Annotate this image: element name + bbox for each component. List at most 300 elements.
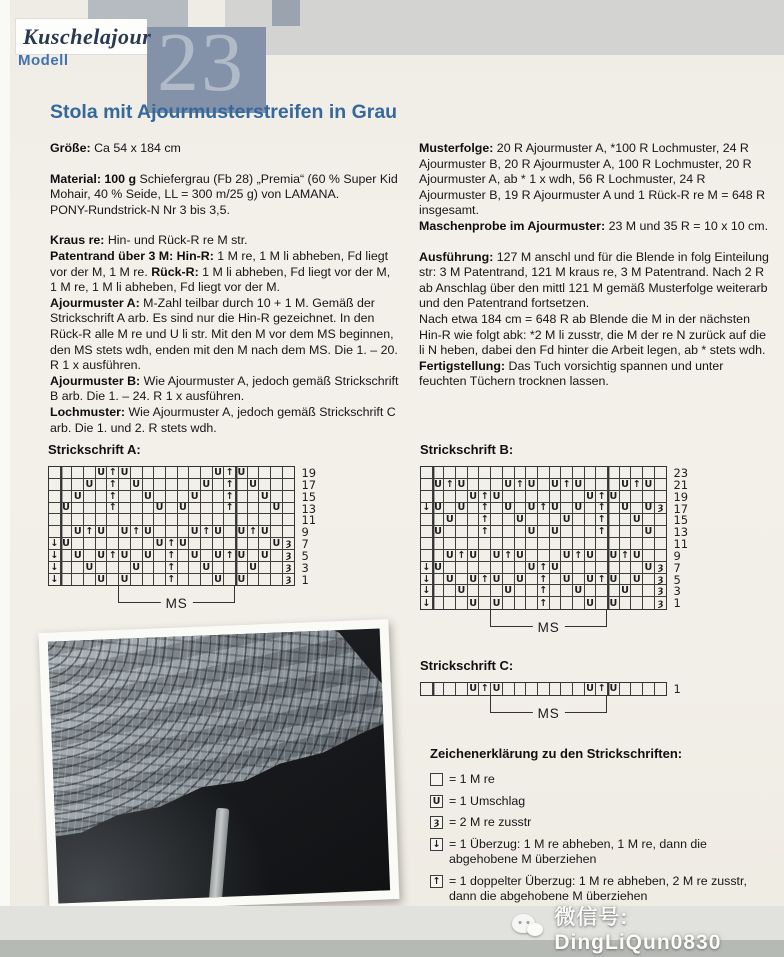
chart-cell-knit (550, 550, 562, 562)
chart-cell-knit (491, 467, 503, 479)
chart-cell-knit (119, 514, 131, 526)
chart-cell-knit (143, 479, 155, 491)
chart-row-number: 7 (301, 537, 309, 552)
chart-row (49, 503, 294, 515)
chart-cell-knit (655, 491, 667, 503)
chart-cell-knit (143, 467, 155, 479)
chart-cell-knit (468, 526, 480, 538)
chart-row-number: 19 (673, 489, 689, 504)
chart-cell-knit (84, 514, 96, 526)
chart-cell-knit (550, 585, 562, 597)
chart-cell-umschlag: U (248, 479, 260, 491)
legend-text: = 1 Überzug: 1 M re abheben, 1 M re, dann die abgehobene M überziehen (449, 837, 707, 867)
chart-cell-knit (119, 479, 131, 491)
chart-cell-knit (201, 550, 213, 562)
chart-row-number: 21 (673, 477, 689, 492)
chart-row-number: 23 (673, 466, 689, 480)
chart-cell-knit (189, 479, 201, 491)
chart-cell-knit (166, 479, 178, 491)
chart-cell-knit (444, 585, 456, 597)
chart-cell-doppelter-ueberzug: ↑ (456, 550, 468, 562)
chart-row (421, 538, 666, 550)
chart-cell-knit (550, 574, 562, 586)
strickschrift-b-label: Strickschrift B: (420, 442, 514, 457)
chart-cell-knit (236, 503, 248, 515)
chart-row (49, 562, 294, 574)
chart-cell-ueberzug: ↓ (421, 597, 433, 609)
chart-cell-umschlag: U (154, 538, 166, 550)
chart-cell-knit (515, 597, 527, 609)
chart-cell-umschlag: U (433, 503, 445, 515)
chart-cell-doppelter-ueberzug: ↑ (538, 585, 550, 597)
chart-cell-knit (201, 574, 213, 586)
chart-cell-knit (61, 467, 73, 479)
chart-cell-knit (631, 562, 643, 574)
deco-gray-square (272, 0, 300, 26)
chart-cell-umschlag: U (444, 514, 456, 526)
chart-cell-knit (456, 467, 468, 479)
chart-cell-knit (213, 562, 225, 574)
chart-cell-umschlag: U (189, 491, 201, 503)
chart-cell-doppelter-ueberzug: ↑ (248, 526, 260, 538)
chart-cell-umschlag: U (561, 550, 573, 562)
chart-cell-knit (608, 467, 620, 479)
chart-cell-knit (189, 574, 201, 586)
chart-cell-knit (620, 562, 632, 574)
chart-cell-knit (491, 562, 503, 574)
chart-cell-knit (61, 526, 73, 538)
chart-cell-knit (236, 538, 248, 550)
chart-cell-umschlag: U (550, 479, 562, 491)
chart-cell-doppelter-ueberzug: ↑ (538, 574, 550, 586)
chart-cell-umschlag: U (96, 467, 108, 479)
chart-cell-knit (166, 503, 178, 515)
chart-cell-knit (248, 491, 260, 503)
chart-cell-knit (526, 683, 538, 695)
chart-cell-knit (538, 683, 550, 695)
chart-cell-zusstr: ȝ (283, 562, 295, 574)
chart-cell-knit (515, 538, 527, 550)
chart-cell-knit (236, 491, 248, 503)
chart-cell-knit (61, 479, 73, 491)
chart-cell-knit (131, 550, 143, 562)
chart-cell-knit (259, 574, 271, 586)
strickschrift-c-chart (420, 682, 681, 721)
chart-cell-umschlag: U (178, 538, 190, 550)
chart-grid (420, 682, 667, 696)
chart-cell-knit (526, 550, 538, 562)
chart-cell-knit (213, 514, 225, 526)
chart-cell-knit (468, 585, 480, 597)
chart-cell-knit (503, 467, 515, 479)
chart-cell-zusstr: ȝ (283, 550, 295, 562)
chart-cell-knit (573, 597, 585, 609)
chart-cell-knit (573, 538, 585, 550)
chart-cell-umschlag: U (468, 597, 480, 609)
chart-cell-knit (608, 562, 620, 574)
chart-cell-knit (96, 538, 108, 550)
chart-cell-umschlag: U (61, 538, 73, 550)
chart-cell-knit (154, 526, 166, 538)
chart-cell-knit (655, 526, 667, 538)
chart-cell-knit (259, 538, 271, 550)
chart-cell-umschlag: U (526, 503, 538, 515)
chart-cell-knit (271, 562, 283, 574)
chart-row-number: 15 (673, 513, 689, 528)
chart-cell-umschlag: U (643, 503, 655, 515)
strickschrift-b (420, 442, 689, 636)
chart-cell-doppelter-ueberzug: ↑ (224, 467, 236, 479)
chart-cell-knit (561, 683, 573, 695)
chart-cell-knit (515, 526, 527, 538)
chart-cell-umschlag: U (72, 550, 84, 562)
chart-cell-knit (119, 491, 131, 503)
chart-cell-knit (561, 585, 573, 597)
chart-cell-knit (608, 585, 620, 597)
brand-logo: Kuschelajour (23, 23, 152, 49)
chart-cell-zusstr: ȝ (657, 597, 664, 609)
chart-cell-knit (643, 491, 655, 503)
chart-cell-knit (479, 585, 491, 597)
chart-cell-knit (456, 538, 468, 550)
chart-cell-doppelter-ueberzug: ↑ (479, 514, 491, 526)
chart-cell-doppelter-ueberzug: ↑ (166, 574, 178, 586)
chart-cell-knit (154, 562, 166, 574)
chart-row (421, 503, 666, 515)
chart-cell-knit (143, 514, 155, 526)
chart-cell-umschlag: U (503, 479, 515, 491)
instruction-paragraph: Patentrand über 3 M: Hin-R: 1 M re, 1 M li abheben, Fd liegt vor der M, 1 M re. Rück-R: 1 M li abheben, Fd liegt vor der M, 1 M re, 1 M li abheben, Fd liegt vor der M. (50, 248, 391, 295)
chart-cell-umschlag: U (131, 479, 143, 491)
chart-cell-knit (608, 538, 620, 550)
chart-cell-knit (515, 491, 527, 503)
watermark (512, 901, 784, 955)
chart-cell-doppelter-ueberzug: ↑ (573, 550, 585, 562)
chart-cell-umschlag: U (96, 574, 108, 586)
chart-cell-knit (213, 538, 225, 550)
chart-cell-doppelter-ueberzug: ↑ (131, 526, 143, 538)
chart-cell-knit (131, 538, 143, 550)
chart-cell-knit (456, 514, 468, 526)
chart-cell-umschlag: U (143, 526, 155, 538)
chart-cell-knit (643, 585, 655, 597)
chart-cell-knit (479, 467, 491, 479)
chart-cell-knit (119, 538, 131, 550)
chart-cell-umschlag: U (189, 550, 201, 562)
chart-cell-knit (154, 467, 166, 479)
chart-cell-knit (468, 479, 480, 491)
chart-row-number: 7 (673, 560, 681, 575)
legend-text: = 2 M re zusstr (449, 815, 532, 830)
chart-row (421, 683, 666, 695)
chart-cell-umschlag: U (61, 503, 73, 515)
chart-cell-knit (444, 467, 456, 479)
chart-cell-knit (189, 503, 201, 515)
chart-cell-doppelter-ueberzug: ↑ (561, 479, 573, 491)
chart-cell-umschlag: U (515, 550, 527, 562)
chart-cell-knit (479, 597, 491, 609)
chart-cell-doppelter-ueberzug: ↑ (596, 503, 608, 515)
chart-cell-knit (620, 538, 632, 550)
chart-cell-knit (178, 574, 190, 586)
chart-cell-knit (421, 479, 433, 491)
instruction-paragraph: Größe: Ca 54 x 184 cm (50, 141, 181, 155)
chart-cell-knit (166, 526, 178, 538)
chart-cell-umschlag: U (608, 550, 620, 562)
chart-cell-umschlag: U (271, 503, 283, 515)
chart-cell-zusstr: ȝ (283, 538, 295, 550)
chart-cell-umschlag: U (213, 526, 225, 538)
chart-cell-knit (631, 538, 643, 550)
chart-cell-doppelter-ueberzug: ↑ (166, 538, 178, 550)
chart-cell-knit (608, 526, 620, 538)
chart-row-number: 1 (673, 596, 681, 611)
chart-cell-umschlag: U (491, 597, 503, 609)
chart-cell-knit (433, 585, 445, 597)
chart-cell-knit (655, 538, 667, 550)
chart-cell-knit (620, 491, 632, 503)
chart-row-number: 3 (301, 560, 309, 575)
chart-cell-knit (283, 514, 295, 526)
chart-cell-knit (585, 467, 597, 479)
legend-symbol-doppelter-ueberzug: ↑ (430, 875, 443, 888)
chart-cell-doppelter-ueberzug: ↑ (224, 503, 236, 515)
chart-cell-knit (72, 538, 84, 550)
chart-cell-knit (84, 550, 96, 562)
wechat-icon (512, 913, 545, 943)
chart-cell-knit (456, 574, 468, 586)
chart-cell-knit (631, 585, 643, 597)
chart-row (421, 597, 666, 609)
chart-row-number: 1 (673, 682, 681, 696)
chart-cell-knit (538, 467, 550, 479)
page-title: Stola mit Ajourmusterstreifen in Grau (50, 101, 398, 123)
chart-row-numbers (667, 682, 680, 696)
chart-cell-knit (456, 683, 468, 695)
chart-cell-knit (479, 538, 491, 550)
chart-cell-knit (550, 514, 562, 526)
chart-cell-doppelter-ueberzug: ↑ (224, 479, 236, 491)
chart-cell-knit (433, 538, 445, 550)
legend-item (430, 815, 765, 830)
chart-cell-doppelter-ueberzug: ↑ (224, 550, 236, 562)
chart-cell-doppelter-ueberzug: ↑ (596, 514, 608, 526)
chart-cell-knit (655, 467, 667, 479)
chart-cell-knit (573, 467, 585, 479)
photo-image (48, 628, 390, 903)
chart-cell-umschlag: U (608, 491, 620, 503)
chart-cell-knit (608, 503, 620, 515)
chart-cell-knit (444, 491, 456, 503)
chart-cell-umschlag: U (585, 597, 597, 609)
chart-cell-knit (526, 538, 538, 550)
chart-cell-knit (561, 491, 573, 503)
chart-cell-umschlag: U (550, 503, 562, 515)
instruction-paragraph: Material: 100 g Schiefergrau (Fb 28) „Premia“ (60 % Super Kid Mohair, 40 % Seide, LL = 300 m/25 g) von LAMANA. PONY-Rundstrick-N Nr 3 bis 3,5. (50, 171, 398, 217)
legend-symbol-zusstr: ȝ (430, 816, 443, 829)
chart-cell-doppelter-ueberzug: ↑ (107, 550, 119, 562)
chart-cell-knit (596, 467, 608, 479)
chart-cell-umschlag: U (119, 467, 131, 479)
chart-cell-knit (236, 562, 248, 574)
chart-cell-knit (620, 683, 632, 695)
instruction-paragraph: Kraus re: Hin- und Rück-R re M str. (50, 233, 248, 248)
chart-cell-umschlag: U (84, 479, 96, 491)
chart-cell-umschlag: U (608, 683, 620, 695)
instruction-paragraph: Ausführung: 127 M anschl und für die Blende in folg Einteilung str: 3 M Patentrand, 121 M kraus re, 3 M Patentrand. Nach 2 R ab Anschlag über den mittl 121 M gemäß Musterfolge weiterarb und den Patentrand fortsetzen. (419, 249, 769, 311)
chart-cell-knit (84, 574, 96, 586)
chart-cell-knit (643, 514, 655, 526)
chart-cell-knit (72, 514, 84, 526)
chart-cell-knit (479, 562, 491, 574)
chart-cell-knit (561, 526, 573, 538)
chart-cell-knit (248, 514, 260, 526)
chart-cell-knit (154, 491, 166, 503)
chart-cell-knit (283, 467, 295, 479)
chart-cell-umschlag: U (468, 550, 480, 562)
chart-row (421, 562, 666, 574)
chart-cell-knit (596, 597, 608, 609)
chart-cell-knit (585, 538, 597, 550)
chart-cell-knit (271, 514, 283, 526)
chart-cell-umschlag: U (585, 550, 597, 562)
chart-cell-knit (224, 562, 236, 574)
chart-cell-knit (178, 550, 190, 562)
chart-cell-knit (503, 683, 515, 695)
chart-cell-knit (131, 491, 143, 503)
chart-cell-umschlag: U (131, 562, 143, 574)
chart-cell-knit (433, 683, 445, 695)
instruction-paragraph: Maschenprobe im Ajourmuster: 23 M und 35 R = 10 x 10 cm. (419, 218, 769, 233)
chart-cell-knit (72, 562, 84, 574)
chart-cell-knit (526, 467, 538, 479)
chart-cell-knit (61, 514, 73, 526)
chart-cell-knit (491, 503, 503, 515)
chart-cell-zusstr: ȝ (655, 503, 667, 515)
chart-cell-knit (107, 574, 119, 586)
chart-row-number: 1 (301, 572, 309, 587)
chart-row-number: 9 (301, 525, 309, 540)
chart-cell-knit (166, 467, 178, 479)
chart-cell-doppelter-ueberzug: ↑ (515, 479, 527, 491)
chart-row-numbers (667, 466, 688, 610)
chart-cell-umschlag: U (444, 574, 456, 586)
chart-cell-knit (631, 503, 643, 515)
chart-cell-umschlag: U (201, 479, 213, 491)
chart-cell-knit (49, 467, 61, 479)
chart-cell-knit (224, 526, 236, 538)
chart-row-number: 13 (673, 525, 689, 540)
chart-cell-knit (585, 514, 597, 526)
chart-cell-knit (84, 467, 96, 479)
chart-cell-knit (224, 514, 236, 526)
chart-cell-knit (259, 479, 271, 491)
chart-cell-doppelter-ueberzug: ↑ (479, 683, 491, 695)
chart-cell-knit (491, 526, 503, 538)
chart-cell-knit (444, 526, 456, 538)
brand-logo-box (16, 19, 152, 54)
chart-cell-knit (201, 491, 213, 503)
chart-cell-knit (444, 503, 456, 515)
chart-cell-knit (166, 514, 178, 526)
chart-cell-knit (479, 479, 491, 491)
chart-cell-umschlag: U (631, 550, 643, 562)
chart-row-number: 3 (673, 584, 681, 599)
chart-cell-knit (620, 467, 632, 479)
strickschrift-c (420, 658, 681, 721)
chart-cell-knit (154, 514, 166, 526)
chart-cell-umschlag: U (456, 585, 468, 597)
legend-symbol-ueberzug: ↓ (430, 838, 443, 851)
chart-cell-knit (456, 526, 468, 538)
chart-cell-umschlag: U (456, 503, 468, 515)
chart-cell-knit (96, 514, 108, 526)
chart-cell-umschlag: U (433, 479, 445, 491)
chart-cell-umschlag: U (72, 526, 84, 538)
ms-bracket (490, 610, 607, 636)
chart-cell-umschlag: U (119, 550, 131, 562)
chart-cell-knit (433, 550, 445, 562)
chart-cell-umschlag: U (236, 526, 248, 538)
chart-cell-knit (515, 585, 527, 597)
chart-cell-knit (538, 538, 550, 550)
chart-cell-knit (550, 467, 562, 479)
chart-cell-knit (421, 514, 433, 526)
chart-grid-wrapper (420, 682, 681, 696)
chart-cell-knit (213, 491, 225, 503)
chart-cell-umschlag: U (585, 574, 597, 586)
chart-cell-knit (96, 491, 108, 503)
chart-row (49, 526, 294, 538)
chart-cell-knit (550, 491, 562, 503)
chart-cell-knit (61, 574, 73, 586)
chart-cell-knit (573, 526, 585, 538)
chart-cell-knit (283, 503, 295, 515)
chart-cell-knit (550, 538, 562, 550)
chart-cell-umschlag: U (456, 479, 468, 491)
chart-cell-knit (631, 491, 643, 503)
legend-symbol-knit (430, 773, 443, 786)
chart-grid-wrapper (48, 466, 316, 586)
chart-cell-doppelter-ueberzug: ↑ (538, 597, 550, 609)
chart-row-number: 17 (673, 501, 689, 516)
legend-item (430, 794, 765, 809)
chart-row-numbers (295, 466, 316, 586)
chart-cell-knit (526, 585, 538, 597)
chart-cell-doppelter-ueberzug: ↑ (596, 491, 608, 503)
chart-cell-knit (573, 683, 585, 695)
chart-cell-knit (596, 479, 608, 491)
chart-cell-doppelter-ueberzug: ↑ (107, 503, 119, 515)
chart-cell-knit (596, 585, 608, 597)
chart-cell-umschlag: U (608, 597, 620, 609)
chart-cell-umschlag: U (213, 550, 225, 562)
chart-cell-knit (248, 467, 260, 479)
chart-cell-umschlag: U (491, 683, 503, 695)
legend-items (430, 772, 765, 904)
chart-cell-knit (585, 562, 597, 574)
chart-cell-umschlag: U (620, 479, 632, 491)
chart-cell-knit (433, 597, 445, 609)
chart-cell-knit (503, 538, 515, 550)
chart-cell-knit (585, 585, 597, 597)
chart-cell-ueberzug: ↓ (421, 585, 433, 597)
chart-grid (48, 466, 295, 586)
chart-cell-knit (96, 503, 108, 515)
chart-cell-umschlag: U (491, 574, 503, 586)
instructions-right-column (419, 141, 770, 390)
chart-cell-knit (189, 562, 201, 574)
